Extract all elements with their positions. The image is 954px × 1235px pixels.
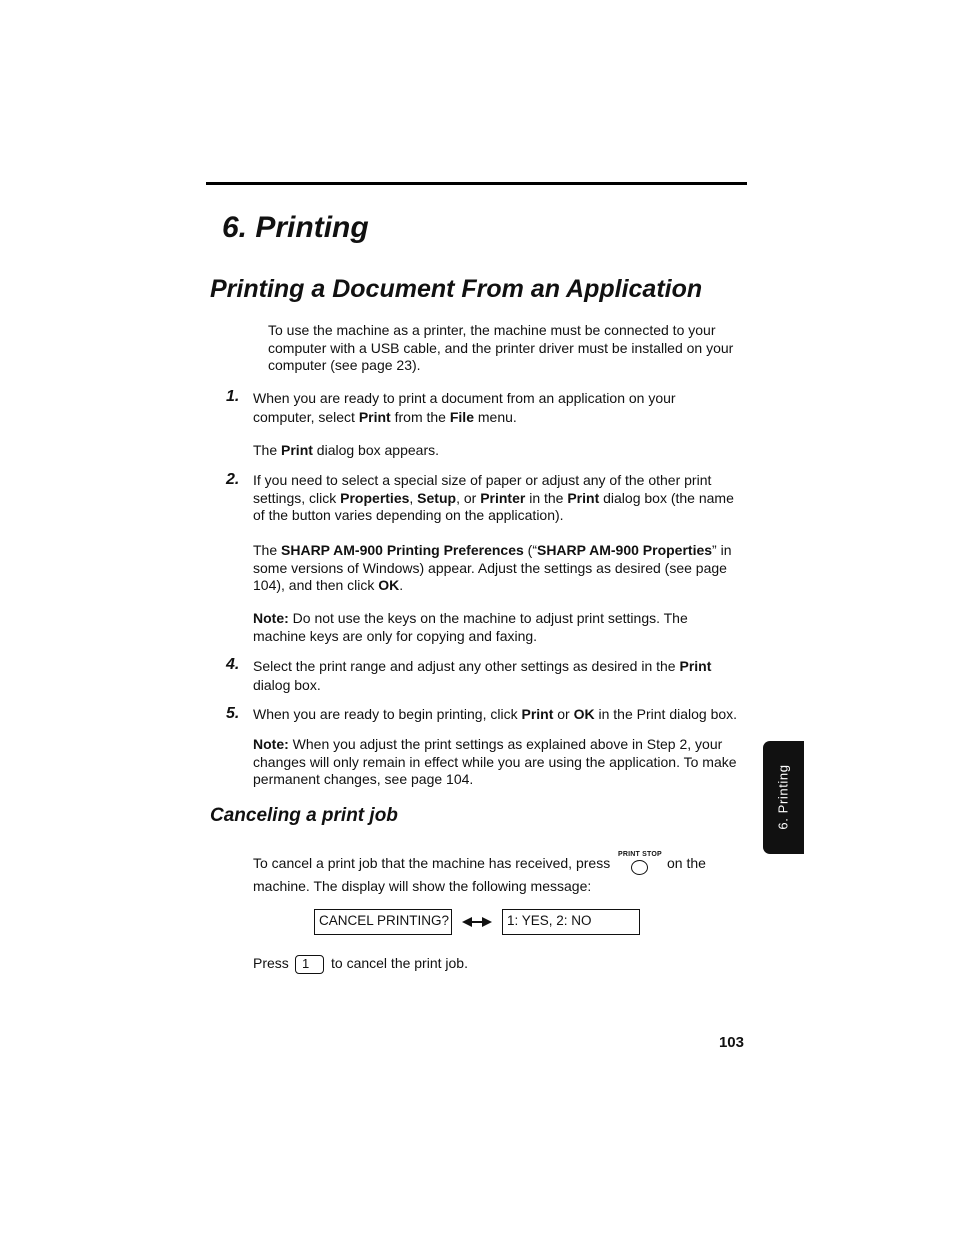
chapter-title: 6. Printing [222,211,369,244]
print-stop-key-icon [631,860,648,875]
display-message-2: 1: YES, 2: NO [502,909,640,935]
step-3-note: Note: Do not use the keys on the machine to adjust print settings. The machine keys are only for copying and faxing. [253,610,688,644]
step-1-text: When you are ready to print a document from an application on your computer, select Print from the File menu. [253,390,676,425]
cancel-instruction-line-1: To cancel a print job that the machine has received, press [253,855,611,871]
step-4-number: 4. [226,656,240,673]
step-1-number: 1. [226,388,240,405]
step-1-followup: The Print dialog box appears. [253,442,439,458]
step-5-text: When you are ready to begin printing, click Print or OK in the Print dialog box. [253,706,738,722]
key-1-icon: 1 [295,955,324,974]
step-5-note: Note: When you adjust the print settings as explained above in Step 2, your changes will only remain in effect while you are using the application. To make permanent changes, see page 104. [253,736,737,787]
cancel-instruction-line-1-end: on the [667,855,706,871]
header-rule [206,182,747,185]
page-number: 103 [718,1034,744,1051]
step-5-number: 5. [226,705,240,722]
alternating-arrow-icon [460,914,494,930]
step-4-text: Select the print range and adjust any other settings as desired in the Print dialog box. [253,658,712,693]
step-2-number: 2. [226,471,240,488]
intro-paragraph: To use the machine as a printer, the machine must be connected to your computer with a USB cable, and the printer driver must be installed on your computer (see page 23). [268,322,734,373]
print-stop-key-label: PRINT STOP [618,851,662,858]
section-title: Printing a Document From an Application [210,275,703,303]
subsection-title: Canceling a print job [210,805,398,826]
step-2-text: If you need to select a special size of paper or adjust any of the other print settings, click Properties, Setup, or Printer in the Print dialog box (the name of the button varies depending on the application). [253,472,734,523]
press-label: Press [253,955,289,971]
press-instruction-end: to cancel the print job. [331,955,468,971]
step-3-text: The SHARP AM-900 Printing Preferences (“SHARP AM-900 Properties” in some versions of Windows) appear. Adjust the settings as desired (see page 104), and then click OK. [253,542,732,593]
cancel-instruction-line-2: machine. The display will show the following message: [253,878,592,894]
display-message-1: CANCEL PRINTING? [314,909,452,935]
chapter-side-tab-label: 6. Printing [775,764,791,830]
